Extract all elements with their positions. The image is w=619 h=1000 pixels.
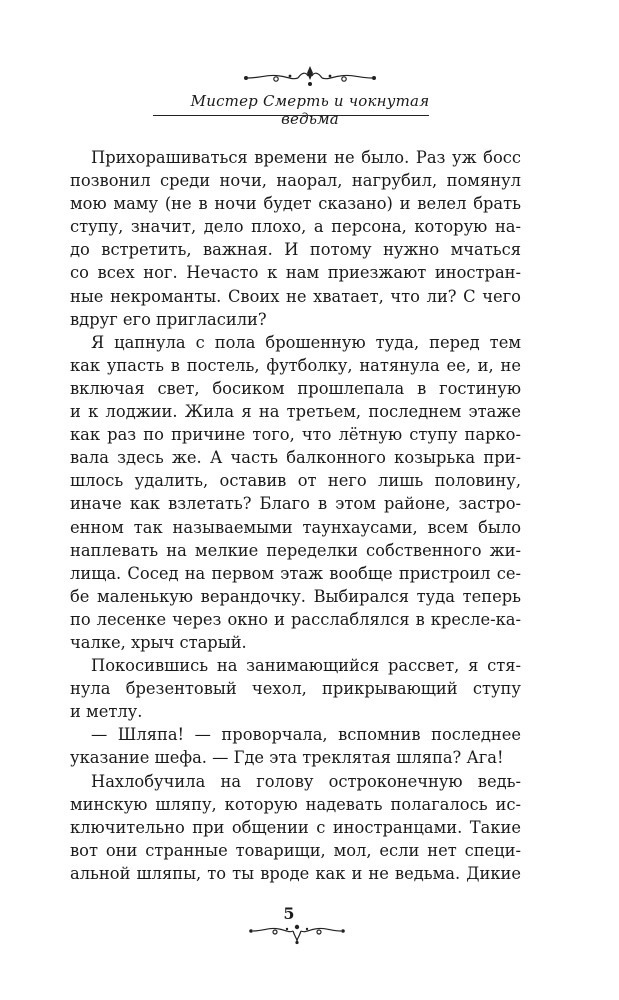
text-line: как упасть в постель, футболку, натянула ее, и, не [70,355,521,375]
text-line: нула брезентовый чехол, прикрывающий ступу [70,679,521,699]
text-line: наплевать на мелкие переделки собственного жи- [70,540,521,560]
text-line: и метлу. [70,702,143,722]
text-line: до встретить, важная. И потому нужно мчаться [70,240,521,260]
text-line: лища. Сосед на первом этаж вообще пристроил се- [70,563,521,583]
flourish-ornament-icon [247,923,347,945]
text-line: шлось удалить, оставив от него лишь половину, [70,471,521,491]
text-line: Нахлобучила на голову остроконечную ведь- [91,771,521,791]
text-line: и к лоджии. Жила я на третьем, последнем этаже [70,402,521,422]
text-line: позвонил среди ночи, наорал, нагрубил, помянул [70,171,521,191]
text-line: ные некроманты. Своих не хватает, что ли? С чего [70,286,521,306]
text-line: со всех ног. Нечасто к нам приезжают иностран- [70,263,521,283]
text-line: — Шляпа! — проворчала, вспомнив последнее [91,725,521,745]
page-number: 5 [283,904,295,923]
text-line: бе маленькую верандочку. Выбирался туда теперь [70,586,521,606]
text-line: Я цапнула с пола брошенную туда, перед тем [91,332,521,352]
text-line: по лесенке через окно и расслаблялся в кресле-ка- [70,609,521,629]
text-line: как раз по причине того, что лётную ступу парко- [70,425,521,445]
header-rule [153,115,429,116]
body-text [70,146,521,885]
text-line: Покосившись на занимающийся рассвет, я стя- [91,656,521,676]
text-line: енном так называемыми таунхаусами, всем было [70,517,521,537]
text-line: ступу, значит, дело плохо, а персона, которую на- [70,217,521,237]
text-line: вот они странные товарищи, мол, если нет специ- [70,840,521,860]
text-line: чалке, хрыч старый. [70,632,247,652]
running-title: Мистер Смерть и чокнутая ведьма [190,92,430,128]
text-line: вдруг его пригласили? [70,309,267,329]
text-line: ключительно при общении с иностранцами. Такие [70,817,521,837]
text-line: иначе как взлетать? Благо в этом районе, застро- [70,494,521,514]
text-line: включая свет, босиком прошлепала в гостиную [70,378,521,398]
text-line: Прихорашиваться времени не было. Раз уж босс [91,148,521,167]
text-line: минскую шляпу, которую надевать полагалось ис- [70,794,521,814]
text-line: указание шефа. — Где эта треклятая шляпа? Ага! [70,748,504,768]
text-line: альной шляпы, то ты вроде как и не ведьма. Дикие [70,863,521,883]
flourish-ornament-icon [240,64,380,88]
text-line: вала здесь же. А часть балконного козырька при- [70,448,521,468]
text-line: мою маму (не в ночи будет сказано) и велел брать [70,194,521,214]
